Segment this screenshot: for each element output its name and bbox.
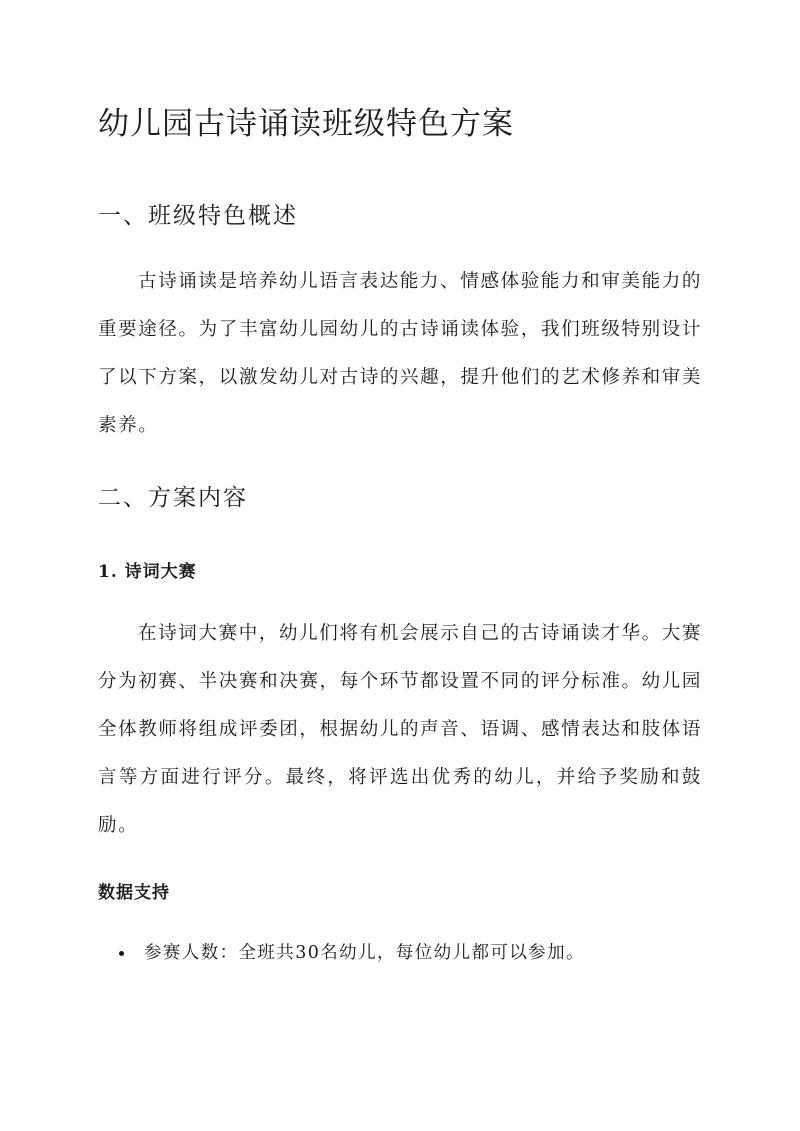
subsection-heading-poetry-contest: 1. 诗词大赛 [98,562,197,582]
overview-paragraph: 古诗诵读是培养幼儿语言表达能力、情感体验能力和审美能力的重要途径。为了丰富幼儿园幼儿的古诗诵读体验，我们班级特别设计了以下方案，以激发幼儿对古诗的兴趣，提升他们的艺术修养和审美素养。 [98,271,702,436]
section-heading-content: 二、方案内容 [98,485,248,511]
data-support-heading: 数据支持 [98,883,170,903]
list-item-text: 参赛人数：全班共30名幼儿，每位幼儿都可以参加。 [144,943,585,963]
list-item [98,938,702,968]
poetry-contest-paragraph: 在诗词大赛中，幼儿们将有机会展示自己的古诗诵读才华。大赛分为初赛、半决赛和决赛，每个环节都设置不同的评分标准。幼儿园全体教师将组成评委团，根据幼儿的声音、语调、感情表达和肢体语言等方面进行评分。最终，将评选出优秀的幼儿，并给予奖励和鼓励。 [98,623,702,836]
bullet-icon [119,951,124,956]
section-heading-overview: 一、班级特色概述 [98,203,298,229]
data-support-list [98,938,702,968]
document-title: 幼儿园古诗诵读班级特色方案 [98,106,514,142]
